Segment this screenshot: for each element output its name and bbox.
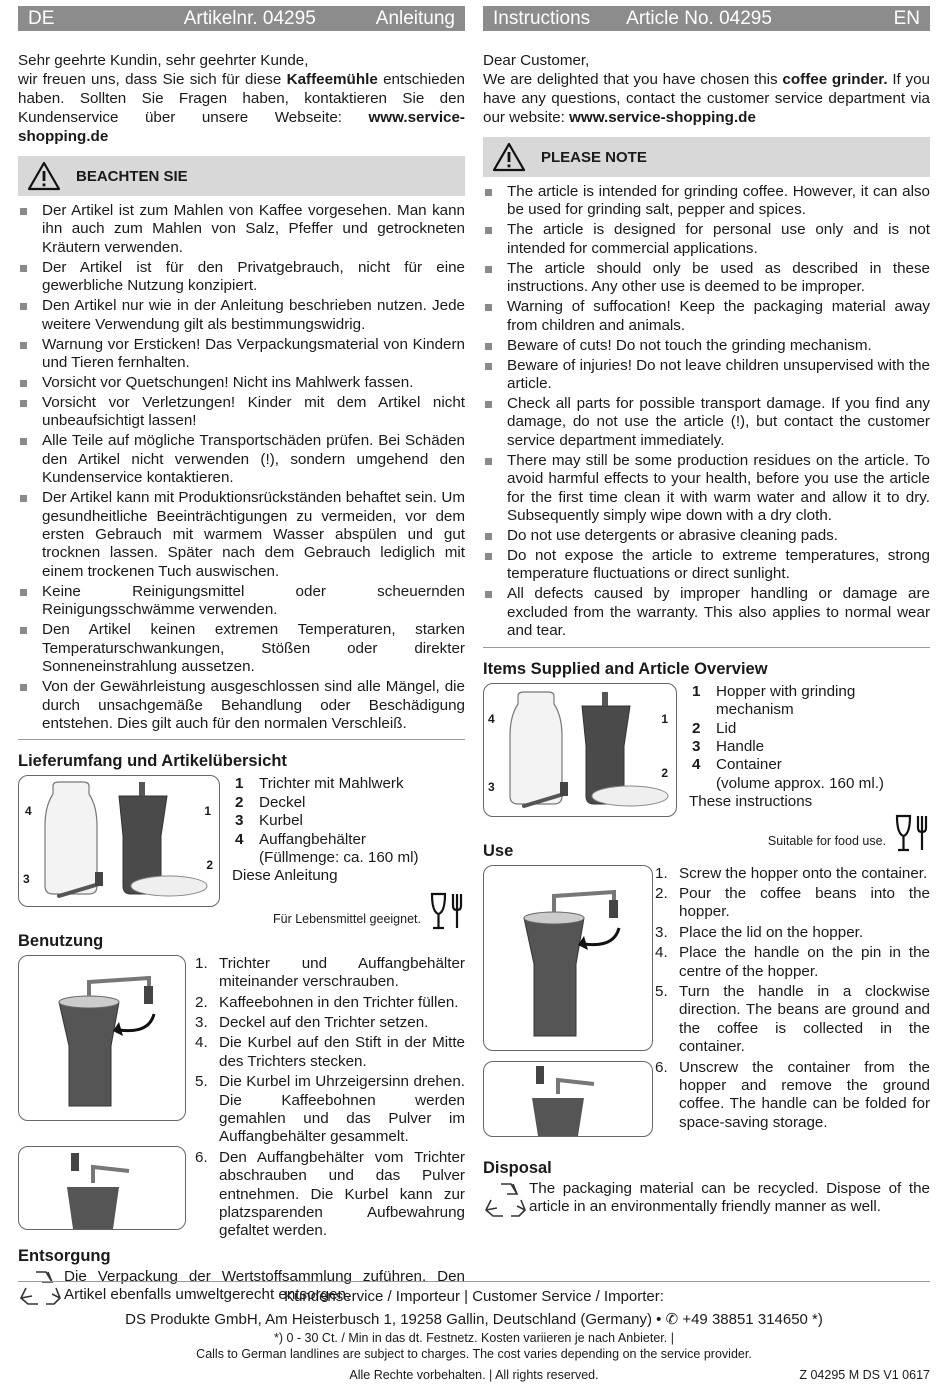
- step-text: Turn the handle in a clockwise direction. The beans are ground and the coffee is collected in the container.: [679, 982, 930, 1056]
- footer-service-label: Kundenservice / Importeur | Customer Service / Importer:: [284, 1288, 664, 1305]
- bullet-square-icon: [20, 380, 27, 387]
- instructions-item-de: Diese Anleitung: [232, 867, 338, 885]
- food-safe-en: [689, 812, 930, 854]
- bullet-square-icon: [20, 684, 27, 691]
- divider: [18, 739, 465, 740]
- intro-text2-de: entschieden haben. Sollten Sie Fragen haben, kontaktieren Sie den Kundenservice über unsere Webseite:: [18, 71, 465, 126]
- step-text: Kaffeebohnen in den Trichter füllen.: [219, 993, 459, 1011]
- steps-list-en: [655, 865, 930, 1137]
- step-item: [655, 885, 930, 922]
- part-item: [692, 683, 930, 720]
- list-item: [18, 489, 465, 581]
- step-item: [655, 924, 930, 942]
- use-image-2-en: [483, 1061, 653, 1137]
- disposal-text-en: The packaging material can be recycled. Dispose of the article in an environmentally friendly manner as well.: [529, 1179, 930, 1215]
- part-label: Lid: [716, 719, 737, 737]
- use-title-en: Use: [483, 841, 514, 860]
- step-item: [195, 1149, 465, 1241]
- list-item: [18, 394, 465, 431]
- part-number: [692, 775, 716, 793]
- bullet-square-icon: [485, 266, 492, 273]
- note-title-en: PLEASE NOTE: [541, 148, 647, 166]
- intro-en: [483, 51, 930, 127]
- list-item: [483, 527, 930, 545]
- doc-type-de: Anleitung: [375, 7, 455, 29]
- intro-text2-en: If you have any questions, contact the customer service department via our website:: [483, 71, 931, 126]
- list-item: [18, 259, 465, 296]
- step-number: 3.: [195, 1013, 208, 1031]
- list-item: [18, 621, 465, 676]
- parts-illustration: [19, 776, 219, 906]
- part-label: Hopper with grinding mechanism: [716, 682, 856, 719]
- part-label: Handle: [716, 737, 765, 755]
- list-item: [483, 337, 930, 355]
- part-number: 2: [692, 719, 701, 737]
- intro-text-en: We are delighted that you have chosen this: [483, 71, 783, 88]
- lang-code-de: DE: [28, 7, 55, 29]
- bullet-square-icon: [485, 533, 492, 540]
- bullet-text: Der Artikel ist zum Mahlen von Kaffee vorgesehen. Man kann ihn auch zum Mahlen von Salz, Pfeffer und getrockneten Kräutern verwenden.: [42, 202, 465, 256]
- grinder-fold-illustration: [484, 1062, 652, 1136]
- disposal-en: [483, 1180, 930, 1225]
- list-item: [18, 678, 465, 733]
- part-label: Auffangbehälter: [259, 830, 366, 848]
- bullet-text: There may still be some production residues on the article. To avoid harmful effects to your health, before you use the article for the first time clean it with warm water and allow it to dry. Subsequently simply wipe down with a dry cloth.: [507, 451, 930, 525]
- steps-list-de: [188, 955, 465, 1243]
- part-number: [235, 849, 259, 867]
- greeting-de: Sehr geehrte Kundin, sehr geehrter Kunde,: [18, 52, 309, 69]
- use-title-de: Benutzung: [18, 931, 104, 950]
- part-number: 2: [235, 793, 244, 811]
- part-label: (volume approx. 160 ml.): [716, 774, 884, 792]
- step-item: [655, 865, 930, 883]
- step-number: 1.: [195, 954, 208, 972]
- website-link-de[interactable]: www.service-shopping.de: [18, 109, 465, 145]
- callout-4: 4: [488, 711, 495, 726]
- part-number: 1: [235, 775, 244, 793]
- footer: [18, 1281, 930, 1383]
- part-item: [235, 794, 465, 812]
- bullet-square-icon: [20, 342, 27, 349]
- bullet-text: Do not use detergents or abrasive cleaning pads.: [507, 527, 838, 545]
- callout-3: 3: [488, 779, 495, 794]
- bullet-square-icon: [485, 591, 492, 598]
- grinder-turn-illustration: [484, 866, 652, 1050]
- step-text: Die Kurbel auf den Stift in der Mitte des Trichters stecken.: [219, 1034, 465, 1070]
- list-item: [483, 221, 930, 258]
- bullet-text: Den Artikel nur wie in der Anleitung beschrieben nutzen. Jede weitere Verwendung gilt als bestimmungswidrig.: [42, 297, 465, 333]
- warning-icon: [483, 137, 535, 177]
- list-item: [18, 202, 465, 257]
- step-text: Unscrew the container from the hopper and remove the ground coffee. The handle can be folded for space-saving storage.: [679, 1058, 930, 1131]
- part-number: 3: [692, 737, 701, 755]
- step-number: 1.: [655, 864, 668, 882]
- step-item: [655, 944, 930, 981]
- list-item: [18, 374, 465, 392]
- bullet-square-icon: [20, 265, 27, 272]
- use-en: [483, 865, 930, 1137]
- bullet-text: Der Artikel kann mit Produktionsrückständen behaftet sein. Um gesundheitliche Beeinträchtigungen zu vermeiden, vor dem ersten Gebrauch mit warmem Wasser abspülen und gut trocknen lassen. Später nach dem Gebrauch lediglich mit einem trockenen Tuch auswischen.: [42, 489, 465, 580]
- overview-title-en: Items Supplied and Article Overview: [483, 659, 768, 678]
- note-title-de: BEACHTEN SIE: [76, 167, 188, 185]
- intro-de: [18, 51, 465, 146]
- step-number: 2.: [195, 993, 208, 1011]
- step-text: Deckel auf den Trichter setzen.: [219, 1013, 429, 1031]
- list-item: [18, 336, 465, 373]
- parts-list-en: [689, 683, 930, 793]
- footer-address: DS Produkte GmbH, Am Heisterbusch 1, 19258 Gallin, Deutschland (Germany) • ✆ +49 38851 314650 *): [125, 1311, 823, 1328]
- step-number: 5.: [655, 982, 668, 1000]
- step-number: 4.: [655, 944, 668, 962]
- step-item: [195, 955, 465, 992]
- footer-cost-de: *) 0 - 30 Ct. / Min in das dt. Festnetz. Kosten variieren je nach Anbieter. |: [274, 1331, 674, 1345]
- parts-list-de: [232, 775, 465, 867]
- list-item: [483, 357, 930, 394]
- german-column: [18, 6, 465, 1313]
- list-item: [483, 183, 930, 220]
- step-text: Die Kurbel im Uhrzeigersinn drehen. Die Kaffeebohnen werden gemahlen und das Pulver im Auffangbehälter gesammelt.: [219, 1073, 465, 1146]
- note-bar-de: [18, 156, 465, 196]
- document-code: Z 04295 M DS V1 0617: [799, 1368, 930, 1382]
- overview-de: [18, 775, 465, 931]
- part-item: [692, 756, 930, 774]
- doc-type-en: Instructions: [493, 7, 591, 29]
- bullet-text: All defects caused by improper handling or damage are excluded from the warranty. This also applies to normal wear and tear.: [507, 585, 930, 640]
- bullet-text: Keine Reinigungsmittel oder scheuernden Reinigungsschwämme verwenden.: [42, 582, 465, 619]
- recycle-icon: [483, 1180, 529, 1225]
- step-text: Pour the coffee beans into the hopper.: [679, 884, 930, 921]
- footer-rights: Alle Rechte vorbehalten. | All rights reserved.: [349, 1368, 599, 1382]
- part-item: [235, 775, 465, 793]
- food-safe-icon: [894, 812, 930, 854]
- step-number: 6.: [655, 1058, 668, 1076]
- overview-image-en: [483, 683, 677, 817]
- bullet-text: Vorsicht vor Quetschungen! Nicht ins Mahlwerk fassen.: [42, 374, 414, 392]
- bullet-square-icon: [485, 343, 492, 350]
- overview-image-de: [18, 775, 220, 907]
- step-text: Screw the hopper onto the container.: [679, 864, 928, 882]
- greeting-en: Dear Customer,: [483, 52, 590, 69]
- step-number: 2.: [655, 884, 668, 902]
- part-item: [692, 775, 930, 793]
- footer-cost-en: Calls to German landlines are subject to charges. The cost varies depending on the service provider.: [196, 1347, 752, 1361]
- warning-icon: [18, 156, 70, 196]
- step-item: [195, 1034, 465, 1071]
- use-de: [18, 955, 465, 1243]
- grinder-turn-illustration: [19, 956, 185, 1120]
- step-item: [195, 1073, 465, 1147]
- bullet-square-icon: [20, 495, 27, 502]
- intro-text-de: wir freuen uns, dass Sie sich für diese: [18, 71, 287, 88]
- instructions-item-en: These instructions: [689, 793, 813, 811]
- bullet-square-icon: [20, 303, 27, 310]
- bullet-text: The article should only be used as described in these instructions. Any other use is deemed to be improper.: [507, 259, 930, 296]
- part-label: Trichter mit Mahlwerk: [259, 775, 404, 793]
- part-label: Kurbel: [259, 812, 303, 830]
- part-label: (Füllmenge: ca. 160 ml): [259, 848, 419, 866]
- part-item: [692, 720, 930, 738]
- step-text: Place the handle on the pin in the centre of the hopper.: [679, 944, 930, 980]
- part-label: Deckel: [259, 793, 306, 811]
- bullet-square-icon: [485, 401, 492, 408]
- website-link-en[interactable]: www.service-shopping.de: [569, 109, 756, 126]
- bullet-text: Alle Teile auf mögliche Transportschäden prüfen. Bei Schäden den Artikel nicht verwenden (!), sondern umgehend den Kundenservice kontaktieren.: [42, 432, 465, 487]
- part-item: [235, 831, 465, 849]
- overview-en: [483, 683, 930, 854]
- food-safe-de: [232, 890, 465, 932]
- step-number: 4.: [195, 1034, 208, 1052]
- safety-list-en: [483, 183, 930, 641]
- bullet-square-icon: [20, 400, 27, 407]
- step-item: [195, 994, 465, 1012]
- bullet-text: Vorsicht vor Verletzungen! Kinder mit dem Artikel nicht unbeaufsichtigt lassen!: [42, 394, 465, 430]
- article-number-de: Artikelnr. 04295: [183, 7, 316, 29]
- product-name-en: coffee grinder.: [782, 71, 888, 88]
- step-item: [655, 983, 930, 1057]
- article-number-en: Article No. 04295: [626, 7, 772, 29]
- food-safe-icon: [429, 890, 465, 932]
- product-name-de: Kaffeemühle: [286, 71, 378, 88]
- lang-code-en: EN: [893, 7, 920, 29]
- callout-1: 1: [204, 804, 211, 819]
- header-bar-de: [18, 6, 465, 31]
- food-safe-text-de: Für Lebensmittel geeignet.: [272, 911, 421, 926]
- bullet-square-icon: [485, 189, 492, 196]
- safety-list-de: [18, 202, 465, 733]
- divider: [483, 647, 930, 648]
- bullet-text: Beware of injuries! Do not leave children unsupervised with the article.: [507, 356, 930, 393]
- bullet-text: Warnung vor Ersticken! Das Verpackungsmaterial von Kindern und Tieren fernhalten.: [42, 335, 465, 372]
- bullet-square-icon: [485, 363, 492, 370]
- bullet-text: Check all parts for possible transport damage. If you find any damage, do not use the article (!), but contact the customer service department immediately.: [507, 395, 930, 449]
- callout-2: 2: [661, 765, 668, 780]
- part-item: [692, 738, 930, 756]
- english-column: [483, 6, 930, 1225]
- food-safe-text-en: Suitable for food use.: [767, 833, 886, 848]
- list-item: [483, 298, 930, 335]
- bullet-square-icon: [485, 304, 492, 311]
- callout-1: 1: [661, 711, 668, 726]
- bullet-square-icon: [20, 208, 27, 215]
- bullet-text: The article is designed for personal use only and is not intended for commercial applications.: [507, 221, 930, 257]
- bullet-text: Der Artikel ist für den Privatgebrauch, nicht für eine gewerbliche Nutzung konzipiert.: [42, 258, 465, 295]
- list-item: [483, 547, 930, 584]
- step-number: 5.: [195, 1073, 208, 1091]
- use-image-1-de: [18, 955, 186, 1121]
- bullet-square-icon: [485, 553, 492, 560]
- disposal-title-de: Entsorgung: [18, 1246, 111, 1265]
- header-bar-en: [483, 6, 930, 31]
- bullet-square-icon: [20, 589, 27, 596]
- step-number: 3.: [655, 923, 668, 941]
- bullet-square-icon: [20, 627, 27, 634]
- list-item: [483, 585, 930, 640]
- part-label: Container: [716, 756, 782, 774]
- step-number: 6.: [195, 1148, 208, 1166]
- grinder-fold-illustration: [19, 1147, 185, 1229]
- use-image-1-en: [483, 865, 653, 1051]
- bullet-text: Von der Gewährleistung ausgeschlossen sind alle Mängel, die durch unsachgemäße Behandlung oder Beschädigung entstehen. Dies gilt auch für den normalen Verschleiß.: [42, 678, 465, 732]
- step-text: Place the lid on the hopper.: [679, 923, 864, 941]
- bullet-text: Den Artikel keinen extremen Temperaturen, starken Temperaturschwankungen, Stößen oder direkter Sonneneinstrahlung aussetzen.: [42, 621, 465, 676]
- callout-3: 3: [23, 872, 30, 887]
- bullet-square-icon: [20, 438, 27, 445]
- part-number: 4: [692, 756, 701, 774]
- list-item: [18, 432, 465, 487]
- note-bar-en: [483, 137, 930, 177]
- list-item: [483, 260, 930, 297]
- parts-illustration: [484, 684, 676, 816]
- disposal-text-de: Die Verpackung der Wertstoffsammlung zuführen. Den Artikel ebenfalls umweltgerecht entsorgen.: [64, 1267, 465, 1304]
- overview-title-de: Lieferumfang und Artikelübersicht: [18, 752, 287, 771]
- step-item: [195, 1014, 465, 1032]
- part-number: 4: [235, 830, 244, 848]
- bullet-square-icon: [485, 458, 492, 465]
- use-image-2-de: [18, 1146, 186, 1230]
- bullet-text: Warning of suffocation! Keep the packaging material away from children and animals.: [507, 298, 930, 334]
- part-number: 1: [692, 682, 701, 700]
- list-item: [483, 452, 930, 526]
- list-item: [18, 583, 465, 620]
- part-number: 3: [235, 812, 244, 830]
- callout-2: 2: [206, 858, 213, 873]
- step-text: Trichter und Auffangbehälter miteinander verschrauben.: [219, 954, 465, 991]
- list-item: [483, 395, 930, 450]
- list-item: [18, 297, 465, 334]
- step-item: [655, 1059, 930, 1133]
- part-item: [235, 849, 465, 867]
- bullet-text: The article is intended for grinding coffee. However, it can also be used for grinding salt, pepper and spices.: [507, 183, 930, 219]
- part-item: [235, 812, 465, 830]
- bullet-text: Do not expose the article to extreme temperatures, strong temperature fluctuations or direct sunlight.: [507, 547, 930, 583]
- bullet-text: Beware of cuts! Do not touch the grinding mechanism.: [507, 336, 872, 354]
- bullet-square-icon: [485, 227, 492, 234]
- disposal-title-en: Disposal: [483, 1158, 552, 1177]
- callout-4: 4: [25, 804, 32, 819]
- step-text: Den Auffangbehälter vom Trichter abschrauben und das Pulver entnehmen. Die Kurbel kann zur platzsparenden Aufbewahrung gefaltet werden.: [219, 1148, 465, 1240]
